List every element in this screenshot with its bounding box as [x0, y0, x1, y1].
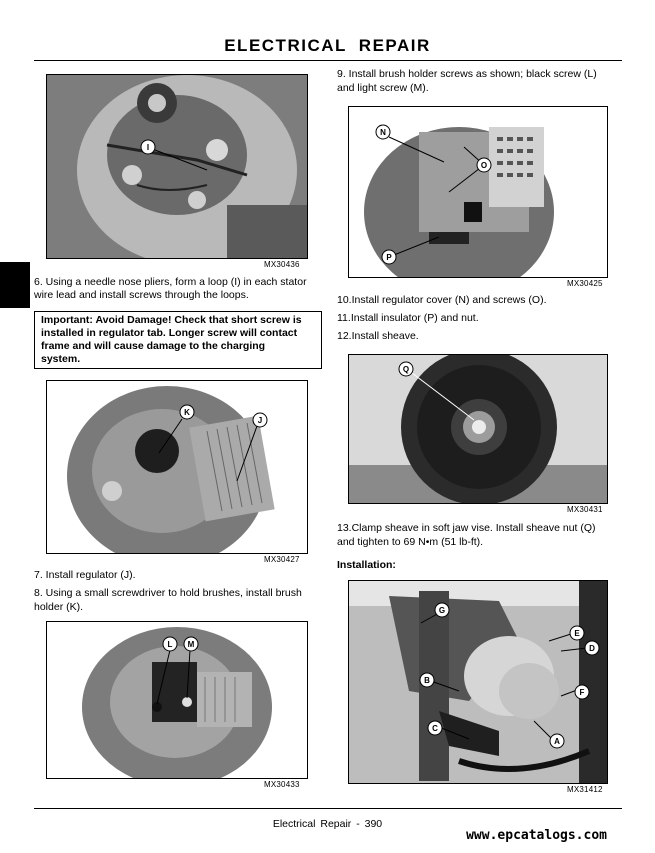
warning-line-1: Important: Avoid Damage! Check that short screw is [41, 314, 302, 326]
step-11: 11.Install insulator (P) and nut. [337, 312, 479, 324]
step-9-line-1: 9. Install brush holder screws as shown; black screw (L) [337, 68, 597, 80]
photo-regulator-cover [348, 106, 608, 278]
header-rule [34, 60, 622, 61]
callout-G: G [438, 606, 446, 615]
callout-I: I [146, 143, 150, 152]
photo-stator-loops [46, 74, 308, 259]
callout-M: M [187, 640, 195, 649]
figure-number: MX30425 [567, 279, 603, 288]
photo-sheave [348, 354, 608, 504]
callout-F: F [579, 688, 585, 697]
step-12: 12.Install sheave. [337, 330, 419, 342]
callout-L: L [167, 640, 173, 649]
warning-line-2: installed in regulator tab. Longer screw will contact [41, 327, 298, 339]
step-13-line-1: 13.Clamp sheave in soft jaw vise. Install sheave nut (Q) [337, 522, 596, 534]
photo-brush-holder [46, 621, 308, 779]
callout-B: B [424, 676, 430, 685]
warning-box [34, 311, 322, 369]
step-10: 10.Install regulator cover (N) and screws (O). [337, 294, 547, 306]
figure-number: MX30436 [264, 260, 300, 269]
photo-regulator [46, 380, 308, 554]
callout-J: J [257, 416, 263, 425]
figure-number: MX30433 [264, 780, 300, 789]
step-9-line-2: and light screw (M). [337, 82, 429, 94]
installation-heading: Installation: [337, 559, 396, 571]
page-footer: Electrical Repair - 390 [272, 818, 383, 830]
figure-number: MX30431 [567, 505, 603, 514]
page-title: ELECTRICAL REPAIR [224, 36, 431, 55]
step-6-line-1: 6. Using a needle nose pliers, form a loop (I) in each stator [34, 276, 307, 288]
step-13-line-2: and tighten to 69 N•m (51 lb-ft). [337, 536, 484, 548]
figure-number: MX31412 [567, 785, 603, 794]
footer-rule [34, 808, 622, 809]
warning-line-4: system. [41, 353, 81, 365]
photo-installation [348, 580, 608, 784]
step-6-line-2: wire lead and install screws through the loops. [34, 289, 249, 301]
callout-Q: Q [402, 365, 410, 374]
step-8-line-1: 8. Using a small screwdriver to hold brushes, install brush [34, 587, 302, 599]
step-7: 7. Install regulator (J). [34, 569, 136, 581]
callout-O: O [480, 161, 488, 170]
step-8-line-2: holder (K). [34, 601, 84, 613]
callout-C: C [432, 724, 438, 733]
callout-N: N [380, 128, 386, 137]
callout-K: K [184, 408, 190, 417]
callout-D: D [589, 644, 595, 653]
callout-E: E [574, 629, 580, 638]
figure-number: MX30427 [264, 555, 300, 564]
callout-P: P [386, 253, 392, 262]
watermark[interactable]: www.epcatalogs.com [466, 828, 607, 843]
callout-A: A [554, 737, 560, 746]
warning-line-3: frame and will cause damage to the charging [41, 340, 266, 352]
section-tab [0, 262, 30, 308]
